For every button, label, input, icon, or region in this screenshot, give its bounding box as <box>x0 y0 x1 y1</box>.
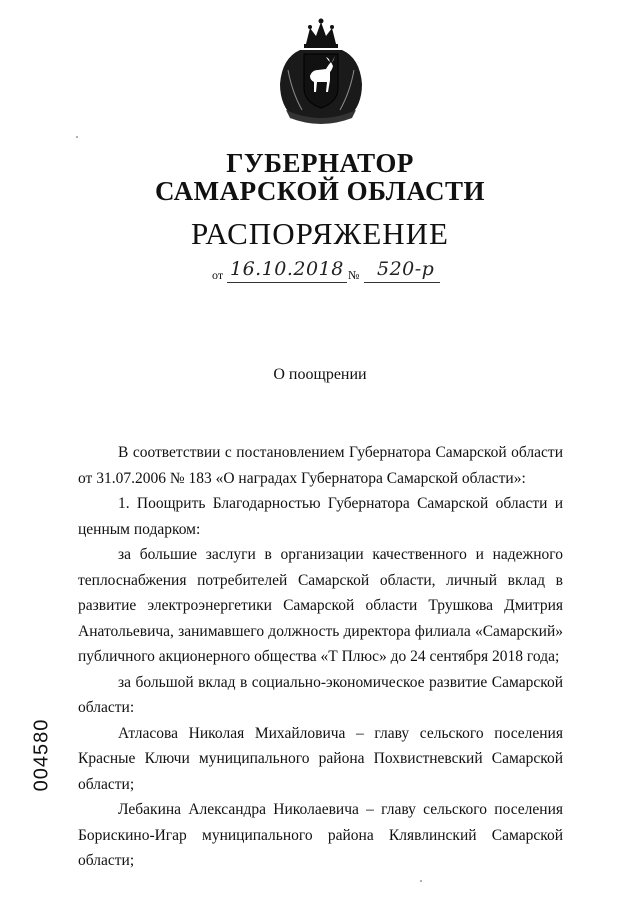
date-prefix-label: от <box>212 268 224 282</box>
samara-coat-of-arms-icon <box>272 14 370 126</box>
side-number-text: 004580 <box>30 718 53 792</box>
document-body <box>78 440 563 874</box>
body-paragraph: Атласова Николая Михайловича – главу сельского поселения Красные Ключи муниципального района Похвистневский Самарской области; <box>78 724 563 793</box>
body-paragraph: Лебакина Александра Николаевича – главу сельского поселения Борискино-Игар муниципального района Клявлинский Самарской области; <box>78 801 563 869</box>
document-subject: О поощрении <box>273 366 367 383</box>
body-paragraph: за большой вклад в социально-экономическое развитие Самарской области: <box>78 673 563 716</box>
scan-speck <box>420 880 422 882</box>
body-paragraph: за большие заслуги в организации качественного и надежного теплоснабжения потребителей Самарской области, личный вклад в развитие электроэнергетики Самарской области Трушкова Дмитрия Анатольевича, занимавшего должность директора филиала «Самарский» публичного акционерного общества «Т Плюс» до 24 сентября 2018 года; <box>78 546 563 665</box>
body-paragraph: 1. Поощрить Благодарностью Губернатора Самарской области и ценным подарком: <box>78 495 563 538</box>
number-underline <box>364 282 440 283</box>
document-type: РАСПОРЯЖЕНИЕ <box>191 216 449 251</box>
number-prefix-label: № <box>348 268 360 282</box>
side-registration-number <box>22 700 62 810</box>
issuer-title-line1: ГУБЕРНАТОР <box>226 148 414 178</box>
handwritten-date: 16.10.2018 <box>230 258 344 280</box>
issuer-title-line2: САМАРСКОЙ ОБЛАСТИ <box>154 176 486 206</box>
body-paragraph: В соответствии с постановлением Губернатора Самарской области от 31.07.2006 № 183 «О наградах Губернатора Самарской области»: <box>78 444 563 487</box>
date-underline <box>227 282 347 283</box>
registration-line <box>212 258 442 284</box>
handwritten-number: 520-р <box>377 258 435 280</box>
scan-speck <box>76 136 78 138</box>
